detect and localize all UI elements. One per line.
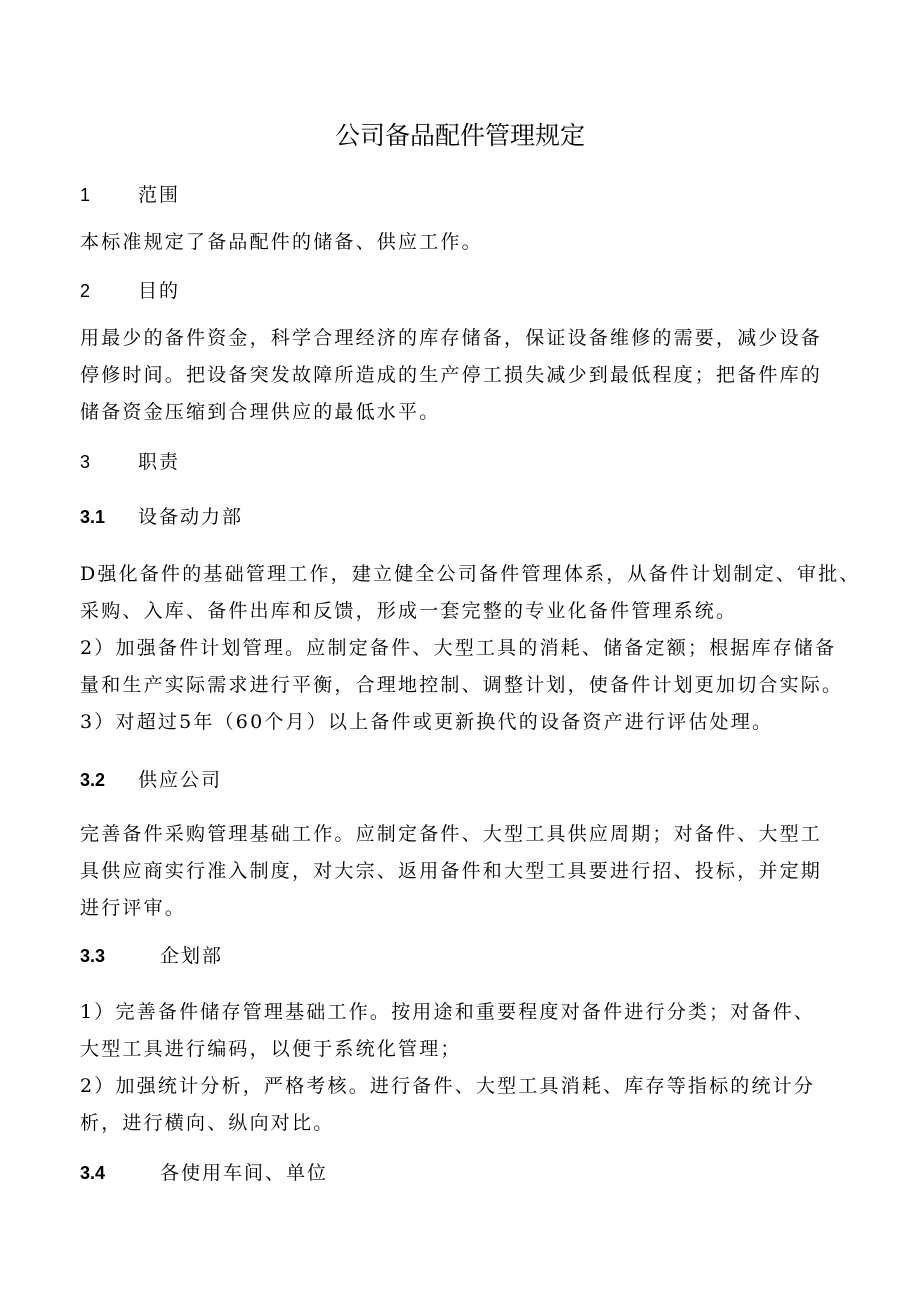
paragraph-line: 2）加强统计分析，严格考核。进行备件、大型工具消耗、库存等指标的统计分 — [80, 1075, 816, 1097]
section-heading-3-2 — [80, 765, 222, 795]
document-title: 公司备品配件管理规定 — [334, 121, 585, 150]
paragraph-line: 用最少的备件资金，科学合理经济的库存储备，保证设备维修的需要，减少设备 — [80, 327, 823, 349]
paragraph-line: 2）加强备件计划管理。应制定备件、大型工具的消耗、储备定额；根据库存储备 — [80, 637, 837, 659]
section-title: 职责 — [138, 451, 181, 473]
paragraph-line: 量和生产实际需求进行平衡，合理地控制、调整计划，使备件计划更加切合实际。 — [80, 674, 844, 696]
section-title: 各使用车间、单位 — [160, 1162, 329, 1184]
paragraph-line: 进行评审。 — [80, 897, 187, 919]
section-body-3-2 — [80, 816, 860, 927]
paragraph-line: 储备资金压缩到合理供应的最低水平。 — [80, 401, 441, 423]
section-heading-3 — [80, 447, 180, 477]
section-title: 目的 — [138, 280, 181, 302]
section-number: 3 — [80, 452, 91, 472]
section-title: 企划部 — [160, 945, 224, 967]
section-number: 3.3 — [80, 946, 106, 966]
section-number: 3.2 — [80, 770, 106, 790]
paragraph-line: 本标准规定了备品配件的储备、供应工作。 — [80, 231, 483, 253]
paragraph-line: 采购、入库、备件出库和反馈，形成一套完整的专业化备件管理系统。 — [80, 600, 738, 622]
paragraph-line: 3）对超过5年（60个月）以上备件或更新换代的设备资产进行评估处理。 — [80, 711, 774, 733]
section-body-3-3 — [80, 994, 860, 1142]
paragraph-line: 1）完善备件储存管理基础工作。按用途和重要程度对备件进行分类；对备件、 — [80, 1001, 816, 1023]
section-title: 设备动力部 — [138, 506, 244, 528]
section-title: 供应公司 — [138, 769, 223, 791]
section-heading-1 — [80, 180, 180, 210]
section-heading-3-1 — [80, 502, 243, 532]
section-body-3-1 — [80, 556, 860, 741]
section-number: 3.1 — [80, 507, 106, 527]
paragraph-line: 析，进行横向、纵向对比。 — [80, 1112, 335, 1134]
section-heading-3-4 — [80, 1158, 328, 1188]
paragraph-line: 大型工具进行编码，以便于系统化管理； — [80, 1038, 462, 1060]
section-number: 1 — [80, 185, 91, 205]
paragraph-line: 停修时间。把设备突发故障所造成的生产停工损失减少到最低程度；把备件库的 — [80, 364, 823, 386]
section-body-1 — [80, 224, 860, 261]
section-body-2 — [80, 320, 860, 431]
section-number: 2 — [80, 281, 91, 301]
section-title: 范围 — [138, 184, 181, 206]
section-heading-2 — [80, 276, 180, 306]
paragraph-line: 完善备件采购管理基础工作。应制定备件、大型工具供应周期；对备件、大型工 — [80, 823, 823, 845]
paragraph-line: 具供应商实行准入制度，对大宗、返用备件和大型工具要进行招、投标，并定期 — [80, 860, 823, 882]
section-heading-3-3 — [80, 941, 223, 971]
paragraph-line: D强化备件的基础管理工作，建立健全公司备件管理体系，从备件计划制定、审批、 — [80, 563, 861, 585]
section-number: 3.4 — [80, 1163, 106, 1183]
